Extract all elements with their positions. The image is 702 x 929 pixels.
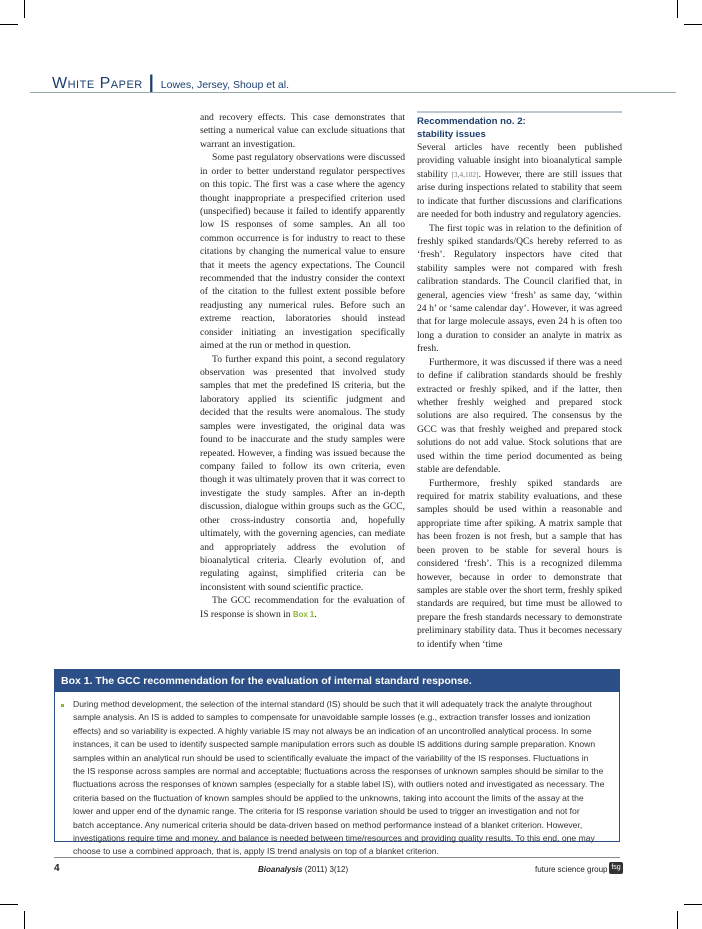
journal-citation	[258, 865, 348, 874]
paragraph-end: .	[314, 608, 317, 620]
section-heading	[417, 116, 622, 141]
header-authors: Lowes, Jersey, Shoup et al.	[160, 79, 289, 91]
page-number: 4	[54, 863, 60, 874]
box-line: the IS response across samples are normal and acceptable; fluctuations across the responses of unknown samples should be similar to the	[73, 766, 604, 777]
citation-reference[interactable]: [3,4,102]	[451, 169, 479, 179]
body-paragraph: To further expand this point, a second regulatory observation was presented that involved study samples that met the predefined IS criteria, but the laboratory applied its scientific judgment and decided that the results were anomalous. The study samples were investigated, the original data was found to be inaccurate and the study samples were repeated. However, a finding was issued because the company failed to follow its own criteria, even though it was ultimately proven that it was correct to investigate the study samples. After an in-depth discussion, dialogue within groups such as the GCC, other cross-industry consortia and, hopefully ultimately, with the governing agencies, can mediate and appropriately address the evolution of bioanalytical criteria. Clearly evolution of, and regulating against, simplified criteria can be inconsistent with sound scientific practice.	[200, 353, 405, 593]
box-title: Box 1. The GCC recommendation for the evaluation of internal standard response.	[55, 670, 619, 692]
box-line: samples within an analytical run should be used to scientifically evaluate the impact of the variability of the IS responses. Fluctuations in	[73, 752, 589, 763]
box-line: lower and upper end of the dynamic range. The criteria for IS response variation should be used to trigger an investigation and not for	[73, 806, 580, 817]
fsg-logo: fsg	[609, 862, 623, 874]
crop-mark	[0, 904, 18, 905]
paragraph-text: The GCC recommendation for the evaluation of IS response is shown in	[200, 595, 405, 620]
box-line: sample analysis. An IS is added to samples to compensate for unavoidable sample losses (e.g., extraction transfer losses and ionization	[73, 712, 591, 723]
right-column	[417, 111, 622, 651]
section-rule	[417, 111, 622, 113]
body-paragraph: Furthermore, it was discussed if there was a need to define if calibration standards should be freshly extracted or freshly spiked, and if the latter, then whether freshly weighed and prepared stock solutions are also required. The consensus by the GCC was that freshly weighed and prepared stock solutions do not add value. Stock solutions that are used within the time period documented as being stable are defendable.	[417, 356, 622, 476]
box-line: batch acceptance. Any numerical criteria should be data-driven based on method performance instead of a blanket criterion. However,	[73, 819, 583, 830]
box-1	[54, 669, 620, 857]
left-column	[200, 111, 405, 621]
crop-mark	[677, 911, 678, 929]
body-paragraph: The first topic was in relation to the definition of freshly spiked standards/QCs hereby referred to as ‘fresh’. Regulatory inspectors have cited that stability samples were not compared with fresh calibration standards. The Council clarified that, in general, agencies view ‘fresh’ as same day, ‘within 24 h’ or ‘same calendar day’. However, it was agreed that for large molecule assays, even 24 h is often too long a duration to consider an analyte in matrix as fresh.	[417, 222, 622, 355]
header-rule	[30, 92, 676, 93]
publisher-name: future science group	[535, 865, 608, 874]
body-paragraph: and recovery effects. This case demonstrates that setting a numerical value can exclude situations that warrant an investigation.	[200, 112, 405, 150]
box-body	[55, 692, 619, 859]
crop-mark	[24, 911, 25, 929]
box-line: effects) and so variability is expected. A highly variable IS may not always be an indication of an uncontrolled analytical process. In some	[73, 725, 592, 736]
running-header	[52, 72, 289, 90]
footer-rule	[54, 857, 620, 858]
box-line: fluctuations across the responses of known samples (especially for a stable label IS), with outliers noted and investigated as necessary. The	[73, 779, 605, 790]
journal-name: Bioanalysis	[258, 865, 303, 874]
paragraph-text: Several articles have recently been published providing valuable insight into bioanalytical sample stability	[417, 142, 622, 180]
box-line: choose to use a combined approach, that is, apply IS trend analysis on top of a blanket criterion.	[73, 846, 439, 857]
box-reference-link[interactable]: Box 1	[293, 609, 315, 619]
header-separator: |	[148, 72, 154, 92]
citation-volume: (2011) 3(12)	[302, 865, 349, 874]
box-line: instances, it can be used to identify suspected sample manipulation errors such as double IS additions during sample preparation. Known	[73, 739, 596, 750]
body-paragraph: Furthermore, freshly spiked standards are required for matrix stability evaluations, and these samples should be used within a reasonable and appropriate time after spiking. A matrix sample that has been frozen is not fresh, but a sample that has been proven to be stable for several hours is considered ‘fresh’. This is a recognized dilemma however, because in order to demonstrate that samples are stable over the short term, freshly spiked standards are required, but time must be allowed to prepare the fresh standards necessary to demonstrate preliminary stability data. Thus it becomes necessary to identify when ‘time	[417, 477, 622, 650]
box-line: investigations require time and money, and balance is needed between time/resources and providing quality results. To this end, one may	[73, 833, 595, 844]
crop-mark	[684, 24, 702, 25]
crop-mark	[24, 0, 25, 18]
section-label: White Paper	[52, 75, 143, 92]
section-heading-line: Recommendation no. 2:	[417, 116, 526, 127]
body-paragraph	[200, 594, 405, 621]
box-line: During method development, the selection of the internal standard (IS) should be such that it will adequately track the analyte throughout	[73, 699, 592, 709]
box-line: criteria based on the fluctuation of known samples should be applied to the unknowns, taking into account the limits of the assay at the	[73, 792, 584, 803]
crop-mark	[677, 0, 678, 18]
bullet-icon	[61, 704, 64, 707]
section-heading-line: stability issues	[417, 128, 486, 140]
paragraph-text: . However, there are still issues that arise during inspections related to stability that seem to indicate that further discussions and clarifications are needed for both industry and regulatory agencies.	[417, 168, 623, 221]
crop-mark	[0, 24, 18, 25]
body-paragraph	[417, 141, 622, 222]
crop-mark	[684, 904, 702, 905]
body-paragraph: Some past regulatory observations were discussed in order to better understand regulator perspectives on this topic. The first was a case where the agency thought inappropriate a prespecified criterion used (unspecified) because it failed to identify apparently low IS responses of some samples. An all too common occurrence is for industry to react to these citations by changing the numerical value to ensure that it meets the agency expectations. The Council recommended that the industry consider the context of the citation to the fullest extent possible before readjusting any numerical rules. Before such an extreme reaction, laboratories should instead consider initiating an investigation specifically aimed at the run or method in question.	[200, 152, 405, 352]
